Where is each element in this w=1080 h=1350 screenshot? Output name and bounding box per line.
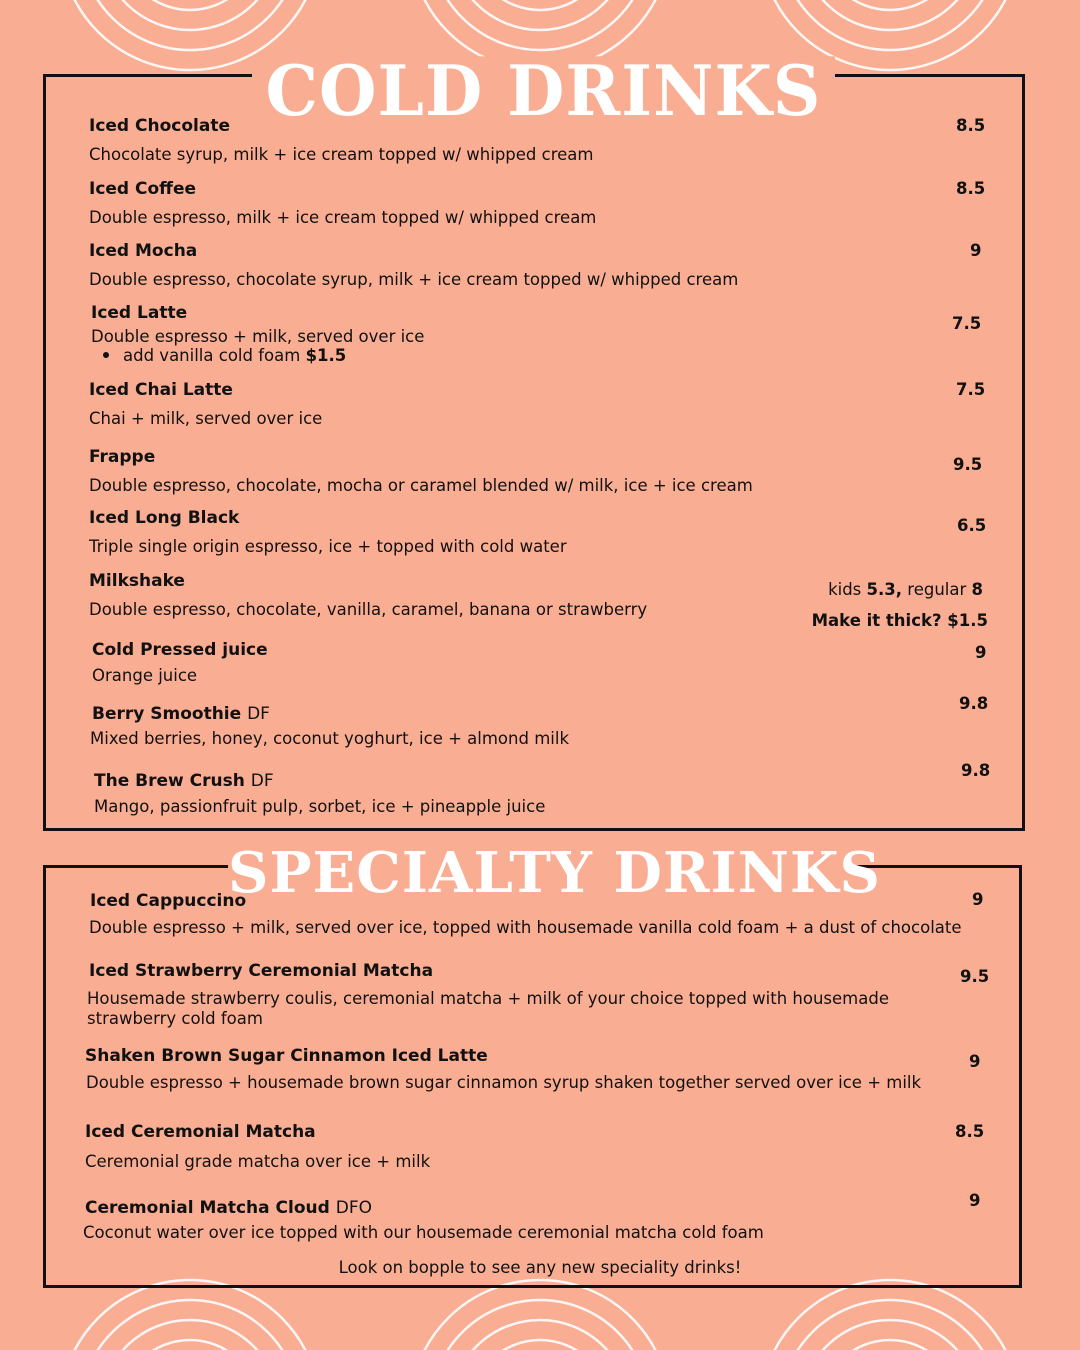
item-description: Chocolate syrup, milk + ice cream topped w/ whipped cream xyxy=(89,145,594,164)
item-price: 9.8 xyxy=(961,761,991,780)
item-price: 8.5 xyxy=(955,1122,985,1141)
item-price: 9 xyxy=(969,1191,981,1210)
item-name: Iced Chai Latte xyxy=(89,380,233,400)
dietary-tag: DF xyxy=(247,704,270,724)
item-price: 9 xyxy=(972,890,984,909)
item-description: Ceremonial grade matcha over ice + milk xyxy=(85,1152,431,1171)
item-description: Mixed berries, honey, coconut yoghurt, ice + almond milk xyxy=(90,729,569,748)
addon-label: add vanilla cold foam xyxy=(123,346,301,365)
item-price: 8.5 xyxy=(956,179,986,198)
regular-label: regular xyxy=(907,580,967,599)
item-price: 9 xyxy=(969,1052,981,1071)
item-price: 9.5 xyxy=(953,455,983,474)
item-description: Double espresso, chocolate syrup, milk + ice cream topped w/ whipped cream xyxy=(89,270,739,289)
bottom-arc-right xyxy=(760,1280,1020,1350)
item-name-row xyxy=(94,771,274,791)
kids-price: 5.3, xyxy=(866,580,903,599)
item-price: 6.5 xyxy=(957,516,987,535)
dietary-tag: DFO xyxy=(335,1198,372,1218)
item-name: Iced Cappuccino xyxy=(90,891,247,911)
item-name: Ceremonial Matcha Cloud xyxy=(85,1198,330,1218)
item-name: Shaken Brown Sugar Cinnamon Iced Latte xyxy=(85,1046,488,1066)
item-name: Iced Latte xyxy=(91,303,188,323)
item-price: 8.5 xyxy=(956,116,986,135)
cold-drinks-heading: COLD DRINKS xyxy=(252,56,835,125)
regular-price: 8 xyxy=(971,580,983,599)
item-price: 9.5 xyxy=(960,967,990,986)
item-name: Iced Long Black xyxy=(89,508,240,528)
item-name: Milkshake xyxy=(89,571,185,591)
item-addon xyxy=(103,346,346,365)
item-name: The Brew Crush xyxy=(94,771,245,791)
bullet-icon xyxy=(103,352,109,358)
item-name: Iced Ceremonial Matcha xyxy=(85,1122,316,1142)
item-name: Iced Chocolate xyxy=(89,116,230,136)
addon-price: $1.5 xyxy=(305,346,347,365)
item-name-row xyxy=(85,1198,372,1218)
item-description-line-2: strawberry cold foam xyxy=(87,1009,263,1028)
item-description: Triple single origin espresso, ice + topped with cold water xyxy=(89,537,567,556)
item-name: Berry Smoothie xyxy=(92,704,242,724)
item-name: Frappe xyxy=(89,447,156,467)
item-price: 7.5 xyxy=(952,314,982,333)
item-description: Housemade strawberry coulis, ceremonial matcha + milk of your choice topped with housemade xyxy=(87,989,889,1008)
item-name: Iced Mocha xyxy=(89,241,198,261)
bottom-arc-center xyxy=(410,1280,670,1350)
item-name: Iced Strawberry Ceremonial Matcha xyxy=(89,961,434,981)
footer-note: Look on bopple to see any new speciality drinks! xyxy=(338,1258,742,1277)
item-description: Mango, passionfruit pulp, sorbet, ice + pineapple juice xyxy=(94,797,546,816)
item-description: Double espresso + housemade brown sugar cinnamon syrup shaken together served over ice + milk xyxy=(86,1073,922,1092)
item-price: 9 xyxy=(970,241,982,260)
specialty-drinks-heading: SPECIALTY DRINKS xyxy=(228,840,881,906)
item-name: Cold Pressed juice xyxy=(92,640,268,660)
item-extra: Make it thick? $1.5 xyxy=(811,611,988,630)
item-name: Iced Coffee xyxy=(89,179,197,199)
item-name-row xyxy=(92,704,270,724)
item-price: 9.8 xyxy=(959,694,989,713)
item-description: Double espresso + milk, served over ice xyxy=(91,327,425,346)
item-description: Double espresso + milk, served over ice, topped with housemade vanilla cold foam + a dust of chocolate xyxy=(89,918,962,937)
item-description: Orange juice xyxy=(92,666,198,685)
item-price: 9 xyxy=(975,643,987,662)
item-price-sizes xyxy=(828,580,983,599)
kids-label: kids xyxy=(828,580,862,599)
item-description: Coconut water over ice topped with our housemade ceremonial matcha cold foam xyxy=(83,1223,764,1242)
item-description: Double espresso, milk + ice cream topped w/ whipped cream xyxy=(89,208,597,227)
bottom-arc-left xyxy=(60,1280,320,1350)
item-price: 7.5 xyxy=(956,380,986,399)
item-description: Double espresso, chocolate, mocha or caramel blended w/ milk, ice + ice cream xyxy=(89,476,753,495)
item-description: Double espresso, chocolate, vanilla, caramel, banana or strawberry xyxy=(89,600,648,619)
item-description: Chai + milk, served over ice xyxy=(89,409,323,428)
dietary-tag: DF xyxy=(250,771,274,791)
